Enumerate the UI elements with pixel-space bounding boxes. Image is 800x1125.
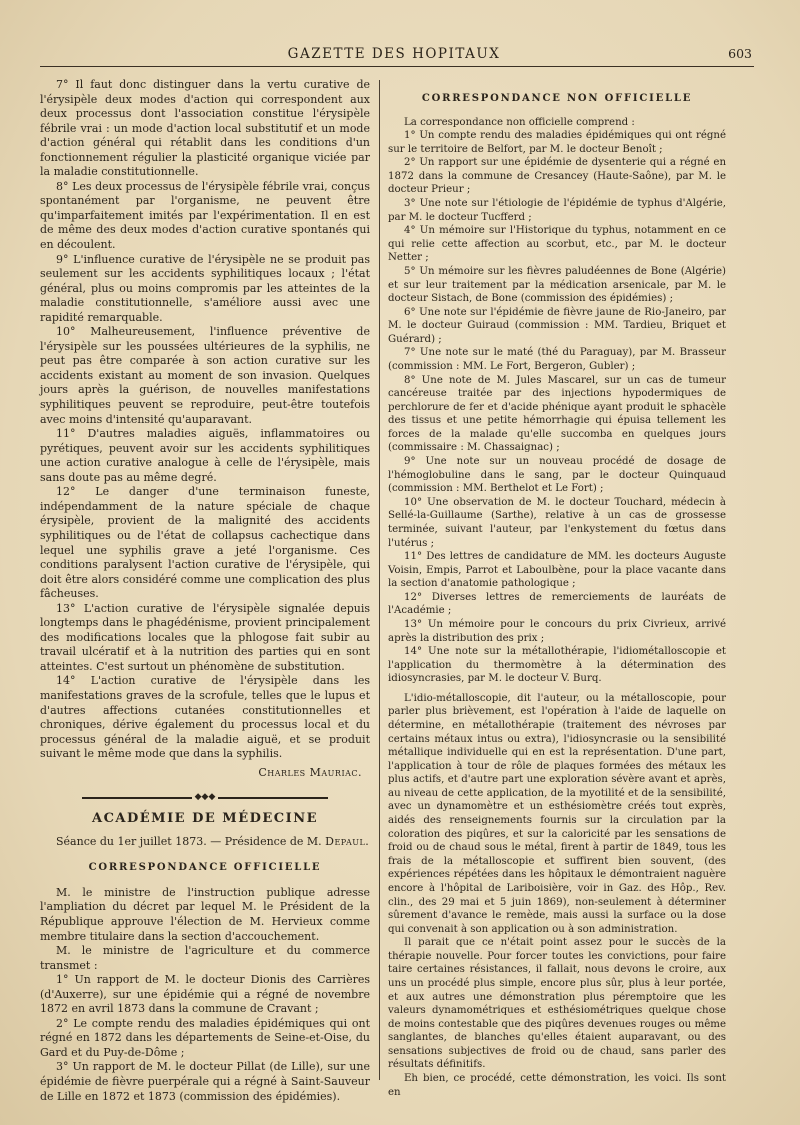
header-rule [40, 66, 754, 67]
conclusion-12: 12° Le danger d'une terminaison funeste, indépendamment de la nature spéciale de chaque érysipèle, provient de la malignité des accidents syphilitiques ou de l'état de collapsus cachectique dans lequel une syphilis grave a jeté l'organisme. Ces conditions paralysent l'action curative de l'érysipèle, qui doit être alors considéré comme une complication des plus fâcheuses. [40, 485, 370, 601]
journal-title: GAZETTE DES HOPITAUX [287, 46, 501, 62]
unofficial-item-10: 10° Une observation de M. le docteur Touchard, médecin à Sellé-la-Guillaume (Sarthe), relative à un cas de grossesse terminée, suivant l'auteur, par l'enkystement du fœtus dans l'utérus ; [388, 496, 726, 549]
official-correspondence-heading: CORRESPONDANCE OFFICIELLE [88, 862, 322, 874]
conclusion-11: 11° D'autres maladies aiguës, inflammatoires ou pyrétiques, peuvent avoir sur les accidents syphilitiques une action curative analogue à celle de l'érysipèle, mais sans doute pas au même degré. [40, 427, 370, 484]
right-column [388, 78, 726, 1099]
unofficial-item-9: 9° Une note sur un nouveau procédé de dosage de l'hémoglobuline dans le sang, par le docteur Quinquaud (commission : MM. Berthelot et Le Fort) ; [388, 456, 726, 495]
unofficial-item-7: 7° Une note sur le maté (thé du Paraguay), par M. Brasseur (commission : MM. Le Fort, Bergeron, Gubler) ; [388, 347, 726, 372]
conclusion-9: 9° L'influence curative de l'érysipèle ne se produit pas seulement sur les accidents syphilitiques locaux ; l'état général, plus ou moins compromis par les atteintes de la maladie constitutionnelle, s'améliore aussi avec une rapidité remarquable. [40, 252, 370, 324]
author-signature: Charles Mauriac. [258, 765, 362, 779]
section-ornament: ◆◆◆ [40, 790, 370, 800]
unofficial-item-8: 8° Une note de M. Jules Mascarel, sur un cas de tumeur cancéreuse traitée par des injections hypodermiques de perchlorure de fer et d'acide phénique ayant produit le sphacèle des tissus et une petite hémorrhagie qui épuisa tellement les forces de la malade qu'elle succomba en quelques jours (commissaire : M. Chassaignac) ; [388, 374, 726, 454]
page-header [36, 46, 752, 66]
unofficial-item-13: 13° Un mémoire pour le concours du prix Civrieux, arrivé après la distribution des prix ; [388, 618, 726, 644]
conclusion-10: 10° Malheureusement, l'influence préventive de l'érysipèle sur les poussées ultérieures de la syphilis, ne peut pas être comparée à son action curative sur les accidents existant au moment de son invasion. Quelques jours après la guérison, de nouvelles manifestations syphilitiques peuvent se reproduire, peut-être toutefois avec moins d'intensité qu'auparavant. [40, 325, 370, 426]
official-corr-item: 1° Un rapport de M. le docteur Dionis des Carrières (d'Auxerre), sur une épidémie qui a régné de novembre 1872 en avril 1873 dans la commune de Cravant ; [40, 973, 370, 1016]
unofficial-item-6: 6° Une note sur l'épidémie de fièvre jaune de Rio-Janeiro, par M. le docteur Guiraud (commission : MM. Tardieu, Briquet et Guérard) ; [388, 306, 726, 345]
unofficial-item-2: 2° Un rapport sur une épidémie de dysenterie qui a régné en 1872 dans la commune de Cresancey (Haute-Saône), par M. le docteur Prieur ; [388, 157, 726, 196]
unofficial-item-5: 5° Un mémoire sur les fièvres paludéennes de Bone (Algérie) et sur leur traitement par la médication arsenicale, par M. le docteur Sistach, de Bone (commission des épidémies) ; [388, 265, 726, 305]
official-corr-item: 3° Un rapport de M. le docteur Pillat (de Lille), sur une épidémie de fièvre puerpérale qui a régné à Saint-Sauveur de Lille en 1872 et 1873 (commission des épidémies). [40, 1060, 370, 1103]
body-paragraph: L'idio-métalloscopie, dit l'auteur, ou la métalloscopie, pour parler plus brièvement, est l'opération à l'aide de laquelle on détermine, en métallothérapie (traitement des névroses par certains métaux intus ou extra), l'idiosyncrasie ou la sensibilité métallique individuelle qui en est la représentation. D'une part, l'application à tour de rôle de plaques formées des métaux les plus actifs, et d'autre part une exploration sévère avant et après, au niveau de cette application, de la myotilité et de la sensibilité, avec un dynamomètre et un esthésiomètre créés tout exprès, aidés des renseignements fournis sur la circulation par la coloration des piqûres, et sur la caloricité par les sensations de froid ou de chaud sous le métal, firent à partir de 1849, tous les frais de la métalloscopie et suffirent bien souvent, (des expériences répétées dans les hôpitaux le démontraient naguère encore à l'hôpital de Lariboisière, voir in Gaz. des Hôp., Rev. clin., des 29 mai et 5 juin 1869), non-seulement à déterminer sûrement d'avance le remède, mais aussi la surface ou la dose qui convenait à son application ou à son administration. [388, 692, 726, 935]
unofficial-item-4: 4° Un mémoire sur l'Historique du typhus, notamment en ce qui relie cette affection au scorbut, etc., par M. le docteur Netter ; [388, 225, 726, 264]
conclusion-13: 13° L'action curative de l'érysipèle signalée depuis longtemps dans le phagédénisme, provient principalement des modifications locales que la phlogose fait subir au travail ulcératif et à la nutrition des parties qui en sont atteintes. C'est surtout un phénomène de substitution. [40, 601, 370, 673]
official-corr-item: 2° Le compte rendu des maladies épidémiques qui ont régné en 1872 dans les départements de Seine-et-Oise, du Gard et du Puy-de-Dôme ; [40, 1016, 370, 1059]
seance-line: Séance du 1er juillet 1873. — Présidence de M. Depaul. [56, 834, 370, 848]
left-column [40, 78, 370, 1104]
conclusion-8: 8° Les deux processus de l'érysipèle fébrile vrai, conçus spontanément par l'organisme, ne peuvent être qu'imparfaitement imités par l'expérimentation. Il en est de même des deux modes d'action curative spontanés qui en découlent. [40, 179, 370, 252]
unofficial-item-12: 12° Diverses lettres de remerciements de lauréats de l'Académie ; [388, 591, 726, 617]
unofficial-item-11: 11° Des lettres de candidature de MM. les docteurs Auguste Voisin, Empis, Parrot et Laboulbène, pour la place vacante dans la section d'anatomie pathologique ; [388, 551, 726, 590]
official-corr-paragraph: M. le ministre de l'agriculture et du commerce transmet : [40, 944, 370, 972]
unofficial-correspondence-heading: CORRESPONDANCE NON OFFICIELLE [421, 93, 693, 104]
column-divider [379, 80, 380, 1080]
unofficial-intro: La correspondance non officielle comprend : [404, 116, 635, 128]
academie-heading: ACADÉMIE DE MÉDECINE [91, 811, 318, 827]
unofficial-item-14: 14° Une note sur la métallothérapie, l'idiométalloscopie et l'application du thermomètre à la détermination des idiosyncrasies, par M. le docteur V. Burq. [388, 646, 726, 685]
conclusion-7: 7° Il faut donc distinguer dans la vertu curative de l'érysipèle deux modes d'action qui correspondent aux deux processus dont l'association constitue l'érysipèle fébrile vrai : un mode d'action local substitutif et un mode d'action général qui rétablit dans les conditions d'un fonctionnement régulier la plasticité organique viciée par la maladie constitutionnelle. [40, 78, 370, 179]
unofficial-item-1: 1° Un compte rendu des maladies épidémiques qui ont régné sur le territoire de Belfort, par M. le docteur Benoît ; [388, 130, 726, 155]
official-corr-paragraph: M. le ministre de l'instruction publique adresse l'ampliation du décret par lequel M. le Président de la République approuve l'élection de M. Hervieux comme membre titulaire dans la section d'accouchement. [40, 885, 370, 943]
body-paragraph: Il parait que ce n'était point assez pour le succès de la thérapie nouvelle. Pour forcer toutes les convictions, pour faire taire certaines résistances, il fallait, nous devons le croire, aux uns un procédé plus simple, encore plus sûr, plus à leur portée, et aux autres une démonstration plus péremptoire que les valeurs dynamométriques et esthésiométriques quelque chose de moins contestable que des piqûres devenues rouges ou même sanglantes, de blanches qu'elles étaient auparavant, ou des sensations subjectives de froid ou de chaud, sans parler des résultats définitifs. [388, 937, 726, 1071]
page-number: 603 [728, 46, 752, 61]
conclusion-14: 14° L'action curative de l'érysipèle dans les manifestations graves de la scrofule, telles que le lupus et d'autres affections cutanées constitutionnelles et chroniques, dérive également du processus local et du processus général de la maladie aiguë, et se produit suivant le même mode que dans la syphilis. [40, 674, 370, 761]
unofficial-item-3: 3° Une note sur l'étiologie de l'épidémie de typhus d'Algérie, par M. le docteur Tucfferd ; [388, 198, 726, 223]
body-paragraph: Eh bien, ce procédé, cette démonstration, les voici. Ils sont en [388, 1073, 726, 1098]
